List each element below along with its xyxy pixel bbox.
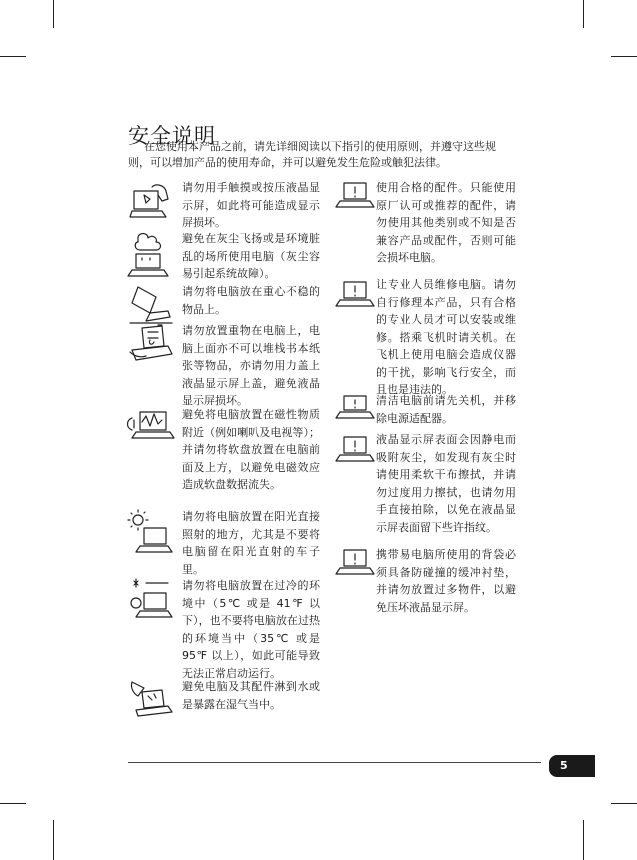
safety-item: [336, 431, 516, 541]
safety-item-text: 避免电脑及其配件淋到水或是暴露在湿气当中。: [182, 680, 320, 711]
dust-icon: [128, 230, 174, 276]
safety-item-text: 清洁电脑前请先关机，并移除电源适配器。: [376, 394, 516, 425]
safety-item: [128, 577, 320, 680]
touch-screen-icon: [128, 179, 174, 225]
safety-item-text: 请勿将电脑放置在过冷的环境中（5℃ 或是 41℉ 以下），也不要将电脑放在过热的环境当中（35℃ 或是 95℉ 以上），如此可能导致无法正常启动运行。: [182, 579, 320, 680]
safety-item: [336, 276, 516, 396]
safety-item: [336, 546, 516, 614]
safety-item-text: 液晶显示屏表面会因静电而吸附灰尘，如发现有灰尘时请使用柔软干布擦拭，并请勿过度用力擦拭，也请勿用手直接拍除，以免在液晶显示屏表面留下些许指纹。: [376, 433, 516, 534]
crop-mark: [53, 820, 54, 860]
page-number-badge: [549, 755, 595, 777]
safety-item-text: 请勿放置重物在电脑上，电脑上面亦不可以堆栈书本纸张等物品，亦请勿用力盖上液晶显示屏上盖，避免液晶显示屏损坏。: [182, 324, 320, 407]
crop-mark: [0, 56, 26, 57]
intro-paragraph: 在您使用本产品之前，请先详细阅读以下指引的使用原则，并遵守这些规则，可以增加产品的使用寿命，并可以避免发生危险或触犯法律。: [128, 140, 496, 169]
safety-item-text: 使用合格的配件。只能使用原厂认可或推荐的配件，请勿使用其他类别或不知是否兼容产品或配件，否则可能会损坏电脑。: [376, 181, 516, 264]
crop-mark: [583, 0, 584, 28]
footer-divider: [128, 762, 541, 763]
temperature-icon: [128, 577, 174, 623]
safety-item-text: 携带易电脑所使用的背袋必须具备防碰撞的缓冲衬垫，并请勿放置过多物件，以避免压坏液晶显示屏。: [376, 548, 516, 614]
safety-item: [128, 322, 320, 406]
safety-item: [128, 406, 320, 506]
liquid-icon: [128, 678, 174, 724]
crop-mark: [53, 0, 54, 28]
magnetic-field-icon: [128, 406, 174, 452]
heavy-object-icon: [128, 322, 174, 368]
safety-item-text: 避免将电脑放置在磁性物质附近（例如喇叭及电视等）；并请勿将软盘放置在电脑前面及上方，以避免电磁效应造成软盘数据流失。: [182, 408, 320, 491]
crop-mark: [611, 56, 637, 57]
safety-item: [128, 230, 320, 280]
safety-item: [336, 392, 516, 432]
safety-item: [128, 283, 320, 325]
crop-mark: [583, 820, 584, 860]
safety-item-text: 请勿用手触摸或按压液晶显示屏，如此将可能造成显示屏损坏。: [182, 181, 320, 229]
page-number: 5: [560, 759, 568, 772]
safety-item: [128, 678, 320, 722]
safety-item: [336, 179, 516, 269]
safety-item-text: 让专业人员维修电脑。请勿自行修理本产品，只有合格的专业人员才可以安装或维修。搭乘飞机时请关机。在飞机上使用电脑会造成仪器的干扰，影响飞行安全，而且也是违法的。: [376, 278, 516, 396]
safety-item-text: 避免在灰尘飞扬或是环境脏乱的场所使用电脑（灰尘容易引起系统故障）。: [182, 232, 320, 280]
sunlight-icon: [128, 508, 174, 554]
safety-item-text: 请勿将电脑放置在阳光直接照射的地方，尤其是不要将电脑留在阳光直射的车子里。: [182, 510, 320, 576]
safety-item: [128, 179, 320, 229]
crop-mark: [0, 803, 26, 804]
safety-item-text: 请勿将电脑放在重心不稳的物品上。: [182, 285, 320, 316]
page-title: 安全说明: [128, 124, 216, 149]
safety-item: [128, 508, 320, 578]
crop-mark: [611, 803, 637, 804]
